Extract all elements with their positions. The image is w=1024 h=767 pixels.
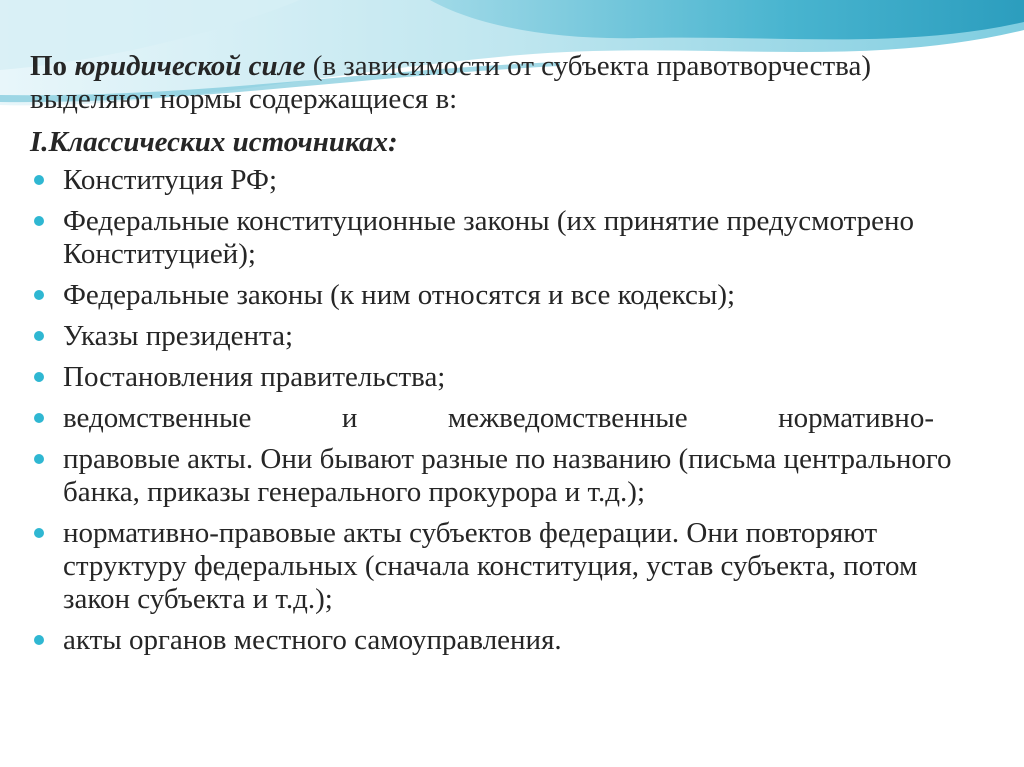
intro-paragraph xyxy=(30,50,960,116)
section-heading: I.Классических источниках: xyxy=(30,126,398,158)
bullet-icon xyxy=(34,175,44,185)
list-item: Конституция РФ; xyxy=(30,164,960,197)
bullet-icon xyxy=(34,454,44,464)
sources-list xyxy=(30,164,960,657)
intro-part1: По xyxy=(30,50,75,82)
bullet-icon xyxy=(34,216,44,226)
list-item: Федеральные законы (к ним относятся и все кодексы); xyxy=(30,279,960,312)
list-item: Постановления правительства; xyxy=(30,361,960,394)
bullet-icon xyxy=(34,635,44,645)
intro-legal-force: юридической силе xyxy=(74,50,306,82)
list-item: акты органов местного самоуправления. xyxy=(30,624,960,657)
bullet-icon xyxy=(34,372,44,382)
intro-part3: (в зависимости от субъекта правотворчества) выделяют нормы содержащиеся в: xyxy=(30,50,872,115)
bullet-icon xyxy=(34,290,44,300)
list-item: Федеральные конституционные законы (их принятие предусмотрено Конституцией); xyxy=(30,205,960,271)
list-item xyxy=(30,402,960,435)
list-item: правовые акты. Они бывают разные по названию (письма центрального банка, приказы генерального прокурора и т.д.); xyxy=(30,443,960,509)
slide-content xyxy=(30,50,960,665)
justified-line: ведомственные и межведомственные нормативно- xyxy=(63,402,934,434)
list-item: Указы президента; xyxy=(30,320,960,353)
bullet-icon xyxy=(34,331,44,341)
list-item: нормативно-правовые акты субъектов федерации. Они повторяют структуру федеральных (сначала конституция, устав субъекта, потом закон субъекта и т.д.); xyxy=(30,517,960,616)
bullet-icon xyxy=(34,528,44,538)
bullet-icon xyxy=(34,413,44,423)
